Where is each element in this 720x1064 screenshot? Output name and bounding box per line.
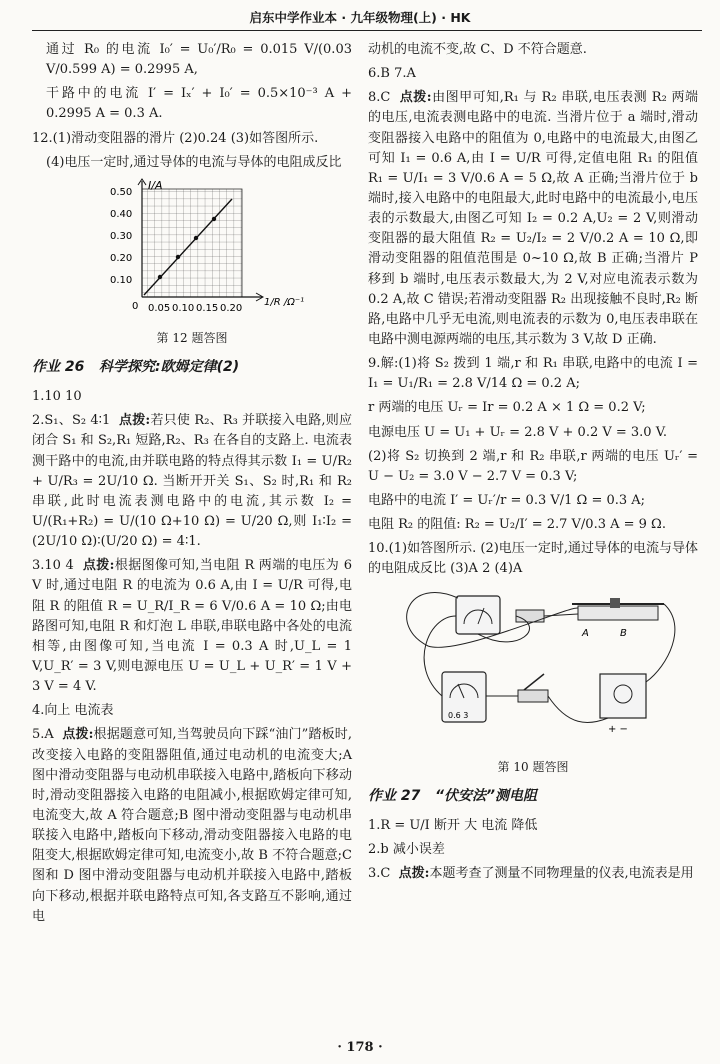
answer-26-5	[32, 725, 352, 926]
header-rule	[32, 30, 702, 31]
answer-12: 12.(1)滑动变阻器的滑片 (2)0.24 (3)如答图所示.	[32, 130, 319, 146]
y-tick-origin: 0	[132, 300, 139, 312]
right-column	[368, 40, 698, 888]
hint-label: 点拨:	[398, 866, 430, 882]
data-point	[212, 217, 216, 221]
section-27-heading	[368, 786, 698, 808]
hint-label: 点拨:	[62, 727, 94, 743]
section-26-title: 科学探究:欧姆定律(2)	[98, 359, 240, 376]
graph-12	[32, 177, 352, 327]
answer-head: 5.A	[32, 727, 54, 743]
y-axis-label: I/A	[148, 178, 163, 192]
hint-body: 本题考查了测量不同物理量的仪表,电流表是用	[429, 866, 694, 882]
answer-head: 2.S₁、S₂ 4∶1	[32, 413, 111, 429]
section-27-number: 作业 27	[368, 788, 421, 805]
section-26-heading	[32, 357, 352, 379]
terminal-b: B	[620, 627, 627, 639]
answer-9-line: (2)将 S₂ 切换到 2 端,r 和 R₂ 串联,r 两端的电压 Uᵣ′ = U − U₂ = 3.0 V − 2.7 V = 0.3 V;	[368, 448, 698, 484]
switch-lever	[524, 674, 544, 690]
answer-9-line: 9.解:(1)将 S₂ 拨到 1 端,r 和 R₁ 串联,电路中的电流 I = I₁ = U₁/R₁ = 2.8 V/14 Ω = 0.2 A;	[368, 356, 698, 392]
answer-27-3	[368, 864, 698, 884]
wire	[548, 696, 608, 723]
hint-body: 由图甲可知,R₁ 与 R₂ 串联,电压表测 R₂ 两端的电压,电流表测电路中的电流. 当滑片位于 a 端时,滑动变阻器接入电路中的阻值为 0,电路中的电流最大,由图乙可知 I₁ = 0.6 A,由 I = U/R 可得,定值电阻 R₁ 的阻值 R₁ = U/I₁ = 3 V/0.6 A = 5 Ω,故 A 正确;当滑片位于 b 端时,接入电路中的电阻最大,此时电路中的电流最小,电压表的示数最大,由图乙可知 I₂ = 0.2 A,U₂ = 2 V,则滑动变阻器的最大阻值 R₂ = U₂/I₂ = 2 V/0.2 A = 10 Ω,即滑动变阻器的阻值范围是 0~10 Ω,故 B 正确;当滑片 P 移到 b 端时,电压表示数最大,为 2 V,对应电流表示数为 0.2 A,故 C 错误;若滑动变阻器 R₂ 出现接触不良时,R₂ 断路,电路中几乎无电流,则电流表的示数为 0,电压表串联在电路中测电源两端的电压,其示数为 3 V,故 D 正确.	[368, 90, 698, 347]
section-27-title: “伏安法”测电阻	[434, 788, 538, 805]
answer-8	[368, 88, 698, 350]
page-number: · 178 ·	[337, 1040, 383, 1055]
answer-9-line: 电阻 R₂ 的阻值: R₂ = U₂/I′ = 2.7 V/0.3 A = 9 Ω.	[368, 517, 666, 533]
data-point	[176, 255, 180, 259]
answer-26-3	[32, 556, 352, 697]
answer-10: 10.(1)如答图所示. (2)电压一定时,通过导体的电流与导体的电阻成反比 (3)A 2 (4)A	[368, 541, 698, 577]
y-tick: 0.10	[110, 274, 133, 286]
switch	[518, 690, 548, 702]
text-line: 干路中的电流 I′ = Iₓ′ + I₀′ = 0.5×10⁻³ A + 0.2995 A = 0.3 A.	[46, 86, 352, 122]
hint-label: 点拨:	[119, 413, 151, 429]
answer-9-line: 电路中的电流 I′ = Uᵣ′/r = 0.3 V/1 Ω = 0.3 A;	[368, 492, 646, 508]
data-point	[158, 275, 162, 279]
hint-body: 若只使 R₂、R₃ 并联接入电路,则应闭合 S₁ 和 S₂,R₁ 短路,R₂、R₃ 在各自的支路上. 电流表测干路中的电流,由并联电路的特点得其示数 I₁ = U/R₂ + U/R₃ = 2U/10 Ω. 当断开开关 S₁、S₂ 时,R₁ 和 R₂ 串联,此时电流表测电路中的电流,其示数 I₂ = U/(R₁+R₂) = U/(10 Ω+10 Ω) = U/20 Ω,则 I₁∶I₂ = (2U/10 Ω)∶(U/20 Ω) = 4∶1.	[32, 413, 352, 550]
x-tick: 0.15	[196, 302, 219, 314]
graph-12-caption: 第 12 题答图	[156, 330, 228, 345]
hint-label: 点拨:	[82, 558, 115, 574]
answer-26-4: 4.向上 电流表	[32, 703, 114, 719]
hint-body: 根据题意可知,当驾驶员向下踩“油门”踏板时,改变接入电路的变阻器阻值,通过电动机的电流变大;A 图中滑动变阻器与电动机串联接入电路中,踏板向下移动时,滑动变阻器接入电路的电阻减小,根据欧姆定律可知,电流变大,故 A 符合题意;B 图中滑动变阻器与电动机串联接入电路中,踏板向下移动,滑动变阻器接入电路的电阻变大,根据欧姆定律可知,电流变小,故 B 不符合题意;C 图和 D 图中滑动变阻器与电动机并联接入电路中,踏板向下移动,根据并联电路特点可知,各支路互不影响,通过电	[32, 727, 352, 924]
graph-12-svg	[32, 177, 352, 327]
x-axis-label: 1/R /Ω⁻¹	[264, 296, 305, 308]
terminal-a: A	[582, 627, 589, 639]
answer-27-2: 2.b 减小误差	[368, 841, 445, 857]
y-tick: 0.30	[110, 230, 133, 242]
answer-26-1: 1.10 10	[32, 389, 82, 405]
section-26-number: 作业 26	[32, 359, 85, 376]
answer-head: 8.C	[368, 90, 391, 106]
answer-9-line: 电源电压 U = U₁ + Uᵣ = 2.8 V + 0.2 V = 3.0 V.	[368, 424, 667, 440]
answer-head: 3.10 4	[32, 558, 74, 574]
left-column	[32, 40, 352, 931]
ammeter-scale: 0.6 3	[448, 710, 469, 720]
answer-27-1: 1.R = U/I 断开 大 电流 降低	[368, 817, 538, 833]
text-line: 通过 R₀ 的电流 I₀′ = U₀′/R₀ = 0.015 V/(0.03 V/0.599 A) = 0.2995 A,	[46, 42, 352, 78]
answer-26-2	[32, 411, 352, 552]
circuit-svg	[368, 586, 698, 756]
answer-head: 3.C	[368, 866, 391, 882]
battery-polarity: + −	[608, 723, 628, 735]
rheostat	[578, 606, 658, 620]
y-tick: 0.50	[110, 186, 133, 198]
voltmeter	[456, 596, 500, 634]
text-line: 动机的电流不变,故 C、D 不符合题意.	[368, 42, 587, 57]
x-tick: 0.05	[148, 302, 171, 314]
hint-label: 点拨:	[399, 90, 432, 106]
rheostat-slider	[610, 598, 620, 608]
circuit-diagram-10	[368, 586, 698, 756]
answer-9-line: r 两端的电压 Uᵣ = Ir = 0.2 A × 1 Ω = 0.2 V;	[368, 400, 646, 416]
battery-box	[600, 674, 646, 718]
x-tick: 0.10	[172, 302, 195, 314]
y-tick: 0.20	[110, 252, 133, 264]
hint-body: 根据图像可知,当电阻 R 两端的电压为 6 V 时,通过电阻 R 的电流为 0.6 A,由 I = U/R 可得,电阻 R 的阻值 R = U_R/I_R = 6 V/0.6 A = 10 Ω;由电路图可知,电阻 R 和灯泡 L 串联,串联电路中各处的电流相等,由图像可知,当电流 I = 0.3 A 时,U_L = 1 V,U_R′ = 3 V,则电源电压 U = U_L + U_R′ = 1 V + 3 V = 4 V.	[32, 558, 352, 695]
answer-6-7: 6.B 7.A	[368, 66, 416, 82]
x-tick: 0.20	[220, 302, 243, 314]
wire	[544, 614, 578, 616]
answer-12-4: (4)电压一定时,通过导体的电流与导体的电阻成反比	[46, 154, 342, 170]
circuit-caption: 第 10 题答图	[497, 759, 569, 774]
y-tick: 0.40	[110, 208, 133, 220]
data-point	[194, 236, 198, 240]
page-header: 启东中学作业本 · 九年级物理(上) · HK	[249, 10, 471, 25]
